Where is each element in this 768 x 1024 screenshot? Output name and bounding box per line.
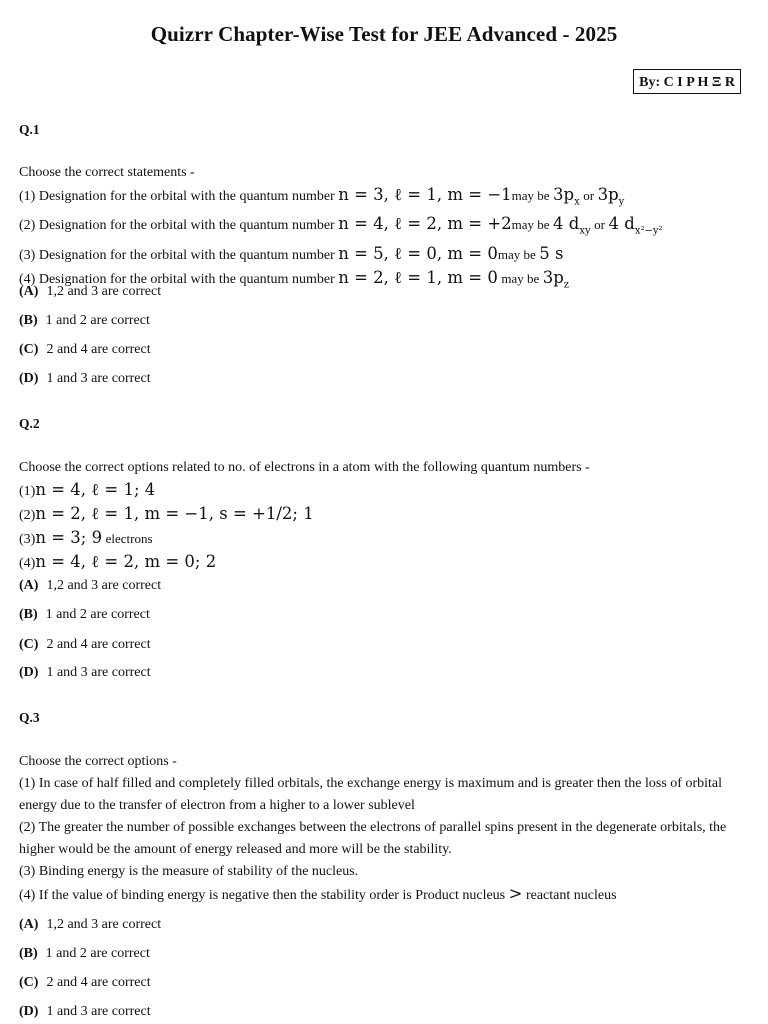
statement-label: (3) (19, 864, 36, 879)
statement (19, 773, 744, 817)
statement-tail: may be (497, 246, 536, 262)
statement (19, 551, 744, 575)
quantum-numbers: n = 2, ℓ = 1, m = −1, s = +1/2; 1 (35, 504, 314, 523)
option-d[interactable] (19, 665, 151, 681)
option-label: (D) (19, 371, 39, 386)
statement-tail: may be (501, 270, 540, 286)
quantum-numbers: n = 5, ℓ = 0, m = 0 (338, 243, 498, 263)
option-a[interactable] (19, 917, 161, 933)
quantum-numbers: n = 2, ℓ = 1, m = 0 (338, 267, 498, 287)
option-a[interactable] (19, 284, 161, 300)
option-text: 1 and 2 are correct (45, 313, 150, 328)
statement (19, 243, 744, 267)
statement (19, 479, 744, 503)
question-intro: Choose the correct statements - (19, 165, 195, 180)
option-label: (C) (19, 975, 39, 990)
option-text: 1 and 3 are correct (46, 371, 151, 386)
statement-label: (2) (19, 218, 36, 234)
option-text: 1 and 3 are correct (46, 1004, 151, 1019)
statement-label: (3) (19, 247, 36, 263)
statement (19, 527, 744, 551)
option-label: (B) (19, 607, 38, 622)
option-c[interactable] (19, 637, 151, 653)
option-text: 2 and 4 are correct (46, 637, 151, 652)
statement-label: (4) (19, 888, 36, 903)
option-text: 2 and 4 are correct (46, 342, 151, 357)
statement-text: If the value of binding energy is negative then the stability order is Product nucleus (38, 888, 506, 903)
statement-text: Designation for the orbital with the quantum number (38, 247, 335, 263)
option-a[interactable] (19, 578, 161, 594)
option-label: (C) (19, 637, 39, 652)
option-b[interactable] (19, 607, 150, 623)
statement-label: (1) (19, 484, 36, 499)
option-label: (A) (19, 578, 39, 593)
statement-label: (1) (19, 189, 36, 204)
question-intro: Choose the correct options - (19, 754, 177, 769)
option-d[interactable] (19, 1004, 151, 1020)
or-text: or (583, 188, 595, 203)
option-text: 1 and 2 are correct (45, 607, 150, 622)
quantum-numbers: n = 4, ℓ = 2, m = 0; 2 (35, 552, 217, 571)
orbital-designation: 5 s (539, 243, 564, 263)
option-label: (D) (19, 665, 39, 680)
question-number: Q.3 (19, 710, 40, 725)
statement (19, 817, 744, 861)
option-text: 1 and 2 are correct (45, 946, 150, 961)
question-stem (19, 751, 744, 907)
option-b[interactable] (19, 946, 150, 962)
orbital-designation: $3p_x$ (553, 185, 580, 208)
option-label: (B) (19, 313, 38, 328)
option-label: (D) (19, 1004, 39, 1019)
statement-text: The greater the number of possible exchanges between the electrons of parallel spins present in the degenerate orbitals, the higher would be the amount of energy released and more will be the stability. (19, 820, 727, 857)
greater-than-symbol: > (508, 884, 523, 903)
statement-label: (2) (19, 820, 36, 835)
statement-text: electrons (105, 531, 153, 546)
statement-label: (2) (19, 508, 36, 523)
statement-text: Designation for the orbital with the quantum number (38, 189, 335, 204)
quantum-numbers: n = 4, ℓ = 2, m = +2 (338, 214, 512, 234)
option-text: 1,2 and 3 are correct (46, 284, 162, 299)
statement-tail: may be (511, 188, 550, 203)
question-number: Q.2 (19, 416, 40, 431)
statement (19, 883, 744, 907)
statement-text: Designation for the orbital with the quantum number (38, 271, 335, 287)
statement (19, 213, 744, 242)
page-title: Quizrr Chapter-Wise Test for JEE Advanced - 2025 (150, 22, 618, 46)
option-b[interactable] (19, 313, 150, 329)
question-stem (19, 162, 744, 296)
statement-tail: may be (511, 217, 550, 233)
statement (19, 861, 744, 883)
option-label: (A) (19, 917, 39, 932)
statement (19, 184, 744, 213)
option-text: 1 and 3 are correct (46, 665, 151, 680)
statement-label: (4) (19, 556, 36, 571)
option-text: 1,2 and 3 are correct (46, 578, 162, 593)
option-text: 1,2 and 3 are correct (46, 917, 162, 932)
or-text: or (594, 217, 605, 233)
question-stem (19, 457, 744, 575)
option-text: 2 and 4 are correct (46, 975, 151, 990)
statement (19, 503, 744, 527)
option-d[interactable] (19, 371, 151, 387)
statement-text: reactant nucleus (525, 888, 617, 903)
statement-label: (4) (19, 271, 36, 287)
option-label: (C) (19, 342, 39, 357)
option-label: (A) (19, 284, 39, 299)
author-badge: By: C I P H Ξ R (633, 69, 741, 94)
statement-text: In case of half filled and completely filled orbitals, the exchange energy is maximum and is greater then the loss of orbital energy due to the transfer of electron from a higher to a lower sublevel (19, 776, 723, 813)
option-c[interactable] (19, 342, 151, 358)
quantum-numbers: n = 4, ℓ = 1; 4 (35, 480, 156, 499)
quantum-numbers: n = 3; 9 (35, 528, 103, 547)
question-number: Q.1 (19, 122, 40, 137)
option-c[interactable] (19, 975, 151, 991)
option-label: (B) (19, 946, 38, 961)
quantum-numbers: n = 3, ℓ = 1, m = −1 (338, 185, 512, 204)
statement-text: Designation for the orbital with the quantum number (38, 218, 335, 234)
statement-label: (3) (19, 532, 36, 547)
orbital-designation: 4 $d_{x^2-y^2}$ (608, 214, 663, 237)
statement-text: Binding energy is the measure of stability of the nucleus. (38, 864, 359, 879)
statement-label: (1) (19, 776, 36, 791)
question-intro: Choose the correct options related to no. of electrons in a atom with the following quantum numbers - (19, 460, 590, 475)
orbital-designation: 4 $d_{xy}$ (553, 214, 591, 237)
orbital-designation: $3p_y$ (597, 185, 625, 208)
orbital-designation: $3p_z$ (542, 267, 570, 290)
